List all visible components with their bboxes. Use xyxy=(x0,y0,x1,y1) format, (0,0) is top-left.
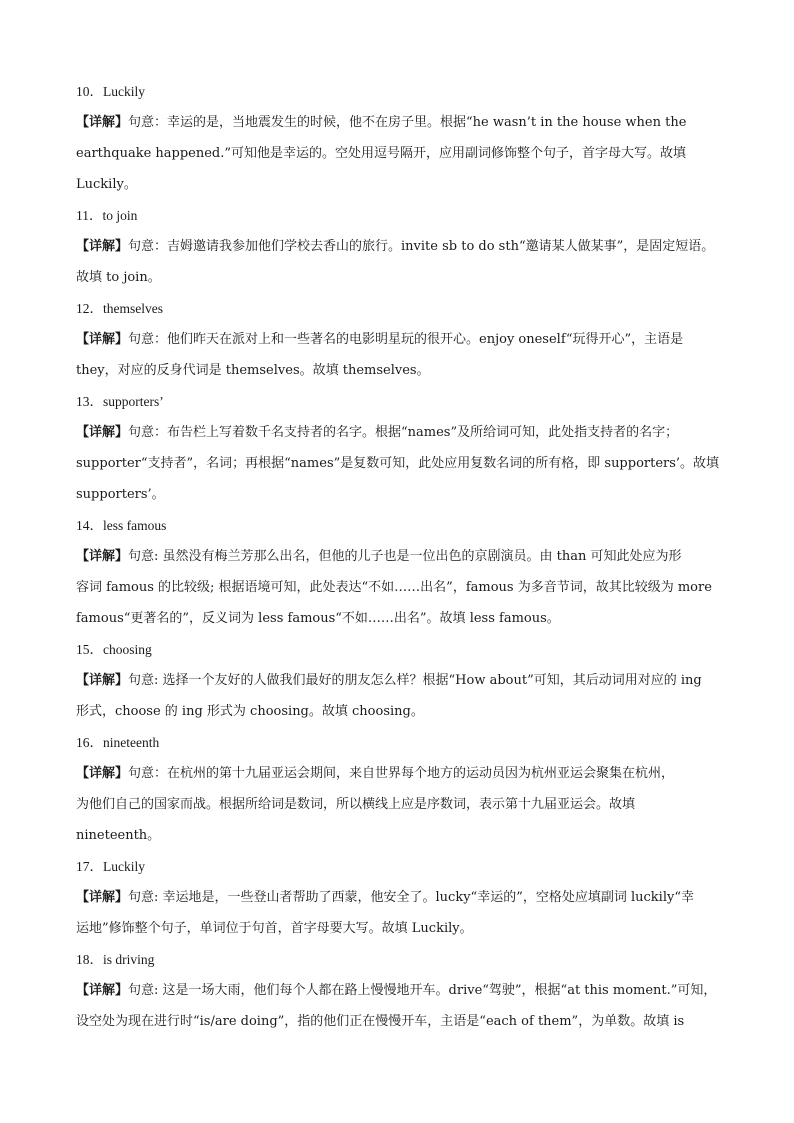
detail-tag: 【详解】 xyxy=(76,673,129,688)
explanation-text: nineteenth。 xyxy=(76,828,161,843)
explanation-text: earthquake happened.”可知他是幸运的。空处用逗号隔开，应用副词修饰整个句子，首字母大写。故填 xyxy=(76,146,687,161)
explanation-line xyxy=(76,572,721,603)
explanation-text: 句意: 这是一场大雨，他们每个人都在路上慢慢地开车。drive“驾驶”，根据“at this moment.”可知， xyxy=(128,983,717,998)
explanation-line xyxy=(76,665,721,696)
detail-tag: 【详解】 xyxy=(76,549,129,564)
explanation-line xyxy=(76,262,721,293)
explanation-text: 形式，choose 的 ing 形式为 choosing。故填 choosing。 xyxy=(76,704,424,719)
explanation-text: 句意: 虽然没有梅兰芳那么出名，但他的儿子也是一位出色的京剧演员。由 than 可知此处应为形 xyxy=(128,549,682,564)
answer-heading: 15．choosing xyxy=(76,642,152,657)
explanation-text: 句意：布告栏上写着数千名支持者的名字。根据“names”及所给词可知，此处指支持者的名字； xyxy=(128,425,679,440)
answer-heading: 18．is driving xyxy=(76,952,155,967)
explanation-line xyxy=(76,448,721,479)
answer-item xyxy=(76,200,721,293)
answer-item xyxy=(76,386,721,510)
detail-tag: 【详解】 xyxy=(76,983,129,998)
answer-heading: 14．less famous xyxy=(76,518,167,533)
explanation-line xyxy=(76,324,721,355)
explanation-text: 为他们自己的国家而战。根据所给词是数词，所以横线上应是序数词，表示第十九届亚运会。故填 xyxy=(76,797,636,812)
explanation-text: 设空处为现在进行时“is/are doing”，指的他们正在慢慢开车，主语是“each of them”，为单数。故填 is xyxy=(76,1014,685,1029)
explanation-line xyxy=(76,355,721,386)
explanation-text: 句意: 幸运地是，一些登山者帮助了西蒙，他安全了。lucky“幸运的”，空格处应填副词 luckily“幸 xyxy=(128,890,694,905)
explanation-text: they，对应的反身代词是 themselves。故填 themselves。 xyxy=(76,363,430,378)
answer-heading: 10．Luckily xyxy=(76,84,145,99)
explanation-text: 句意: 选择一个友好的人做我们最好的朋友怎么样？根据“How about”可知，其后动词用对应的 ing xyxy=(128,673,702,688)
explanation-line xyxy=(76,107,721,138)
detail-tag: 【详解】 xyxy=(76,332,129,347)
answer-item xyxy=(76,851,721,944)
explanation-text: supporter“支持者”，名词；再根据“names”是复数可知，此处应用复数名词的所有格，即 supporters’。故填 xyxy=(76,456,720,471)
answer-heading: 17．Luckily xyxy=(76,859,145,874)
answer-item xyxy=(76,76,721,200)
explanation-line xyxy=(76,696,721,727)
answer-item xyxy=(76,293,721,386)
explanation-line xyxy=(76,138,721,169)
explanation-text: 运地”修饰整个句子，单词位于句首，首字母要大写。故填 Luckily。 xyxy=(76,921,473,936)
explanation-line xyxy=(76,975,721,1006)
explanation-line xyxy=(76,417,721,448)
detail-tag: 【详解】 xyxy=(76,115,129,130)
explanation-text: famous“更著名的”，反义词为 less famous“不如……出名”。故填 less famous。 xyxy=(76,611,560,626)
explanation-line xyxy=(76,231,721,262)
detail-tag: 【详解】 xyxy=(76,425,129,440)
explanation-line xyxy=(76,820,721,851)
explanation-text: 句意：吉姆邀请我参加他们学校去香山的旅行。invite sb to do sth“邀请某人做某事”，是固定短语。 xyxy=(128,239,715,254)
explanation-text: 句意：他们昨天在派对上和一些著名的电影明星玩的很开心。enjoy oneself“玩得开心”，主语是 xyxy=(128,332,684,347)
answer-item xyxy=(76,944,721,1037)
explanation-line xyxy=(76,789,721,820)
explanation-line xyxy=(76,603,721,634)
explanation-line xyxy=(76,169,721,200)
answer-item xyxy=(76,634,721,727)
answer-heading: 12．themselves xyxy=(76,301,163,316)
answer-document xyxy=(76,76,721,1037)
explanation-line xyxy=(76,479,721,510)
explanation-text: 故填 to join。 xyxy=(76,270,161,285)
explanation-line xyxy=(76,541,721,572)
explanation-text: 句意：幸运的是，当地震发生的时候，他不在房子里。根据“he wasn’t in the house when the xyxy=(128,115,687,130)
answer-item xyxy=(76,727,721,851)
explanation-line xyxy=(76,913,721,944)
answer-heading: 13．supporters’ xyxy=(76,394,164,409)
explanation-line xyxy=(76,758,721,789)
explanation-text: supporters’。 xyxy=(76,487,165,502)
detail-tag: 【详解】 xyxy=(76,890,129,905)
detail-tag: 【详解】 xyxy=(76,766,129,781)
detail-tag: 【详解】 xyxy=(76,239,129,254)
explanation-line xyxy=(76,882,721,913)
answer-heading: 11．to join xyxy=(76,208,138,223)
answer-heading: 16．nineteenth xyxy=(76,735,160,750)
explanation-text: 句意：在杭州的第十九届亚运会期间，来自世界每个地方的运动员因为杭州亚运会聚集在杭州， xyxy=(128,766,675,781)
explanation-text: Luckily。 xyxy=(76,177,137,192)
explanation-text: 容词 famous 的比较级; 根据语境可知，此处表达“不如……出名”，famous 为多音节词，故其比较级为 more xyxy=(76,580,712,595)
explanation-line xyxy=(76,1006,721,1037)
answer-item xyxy=(76,510,721,634)
